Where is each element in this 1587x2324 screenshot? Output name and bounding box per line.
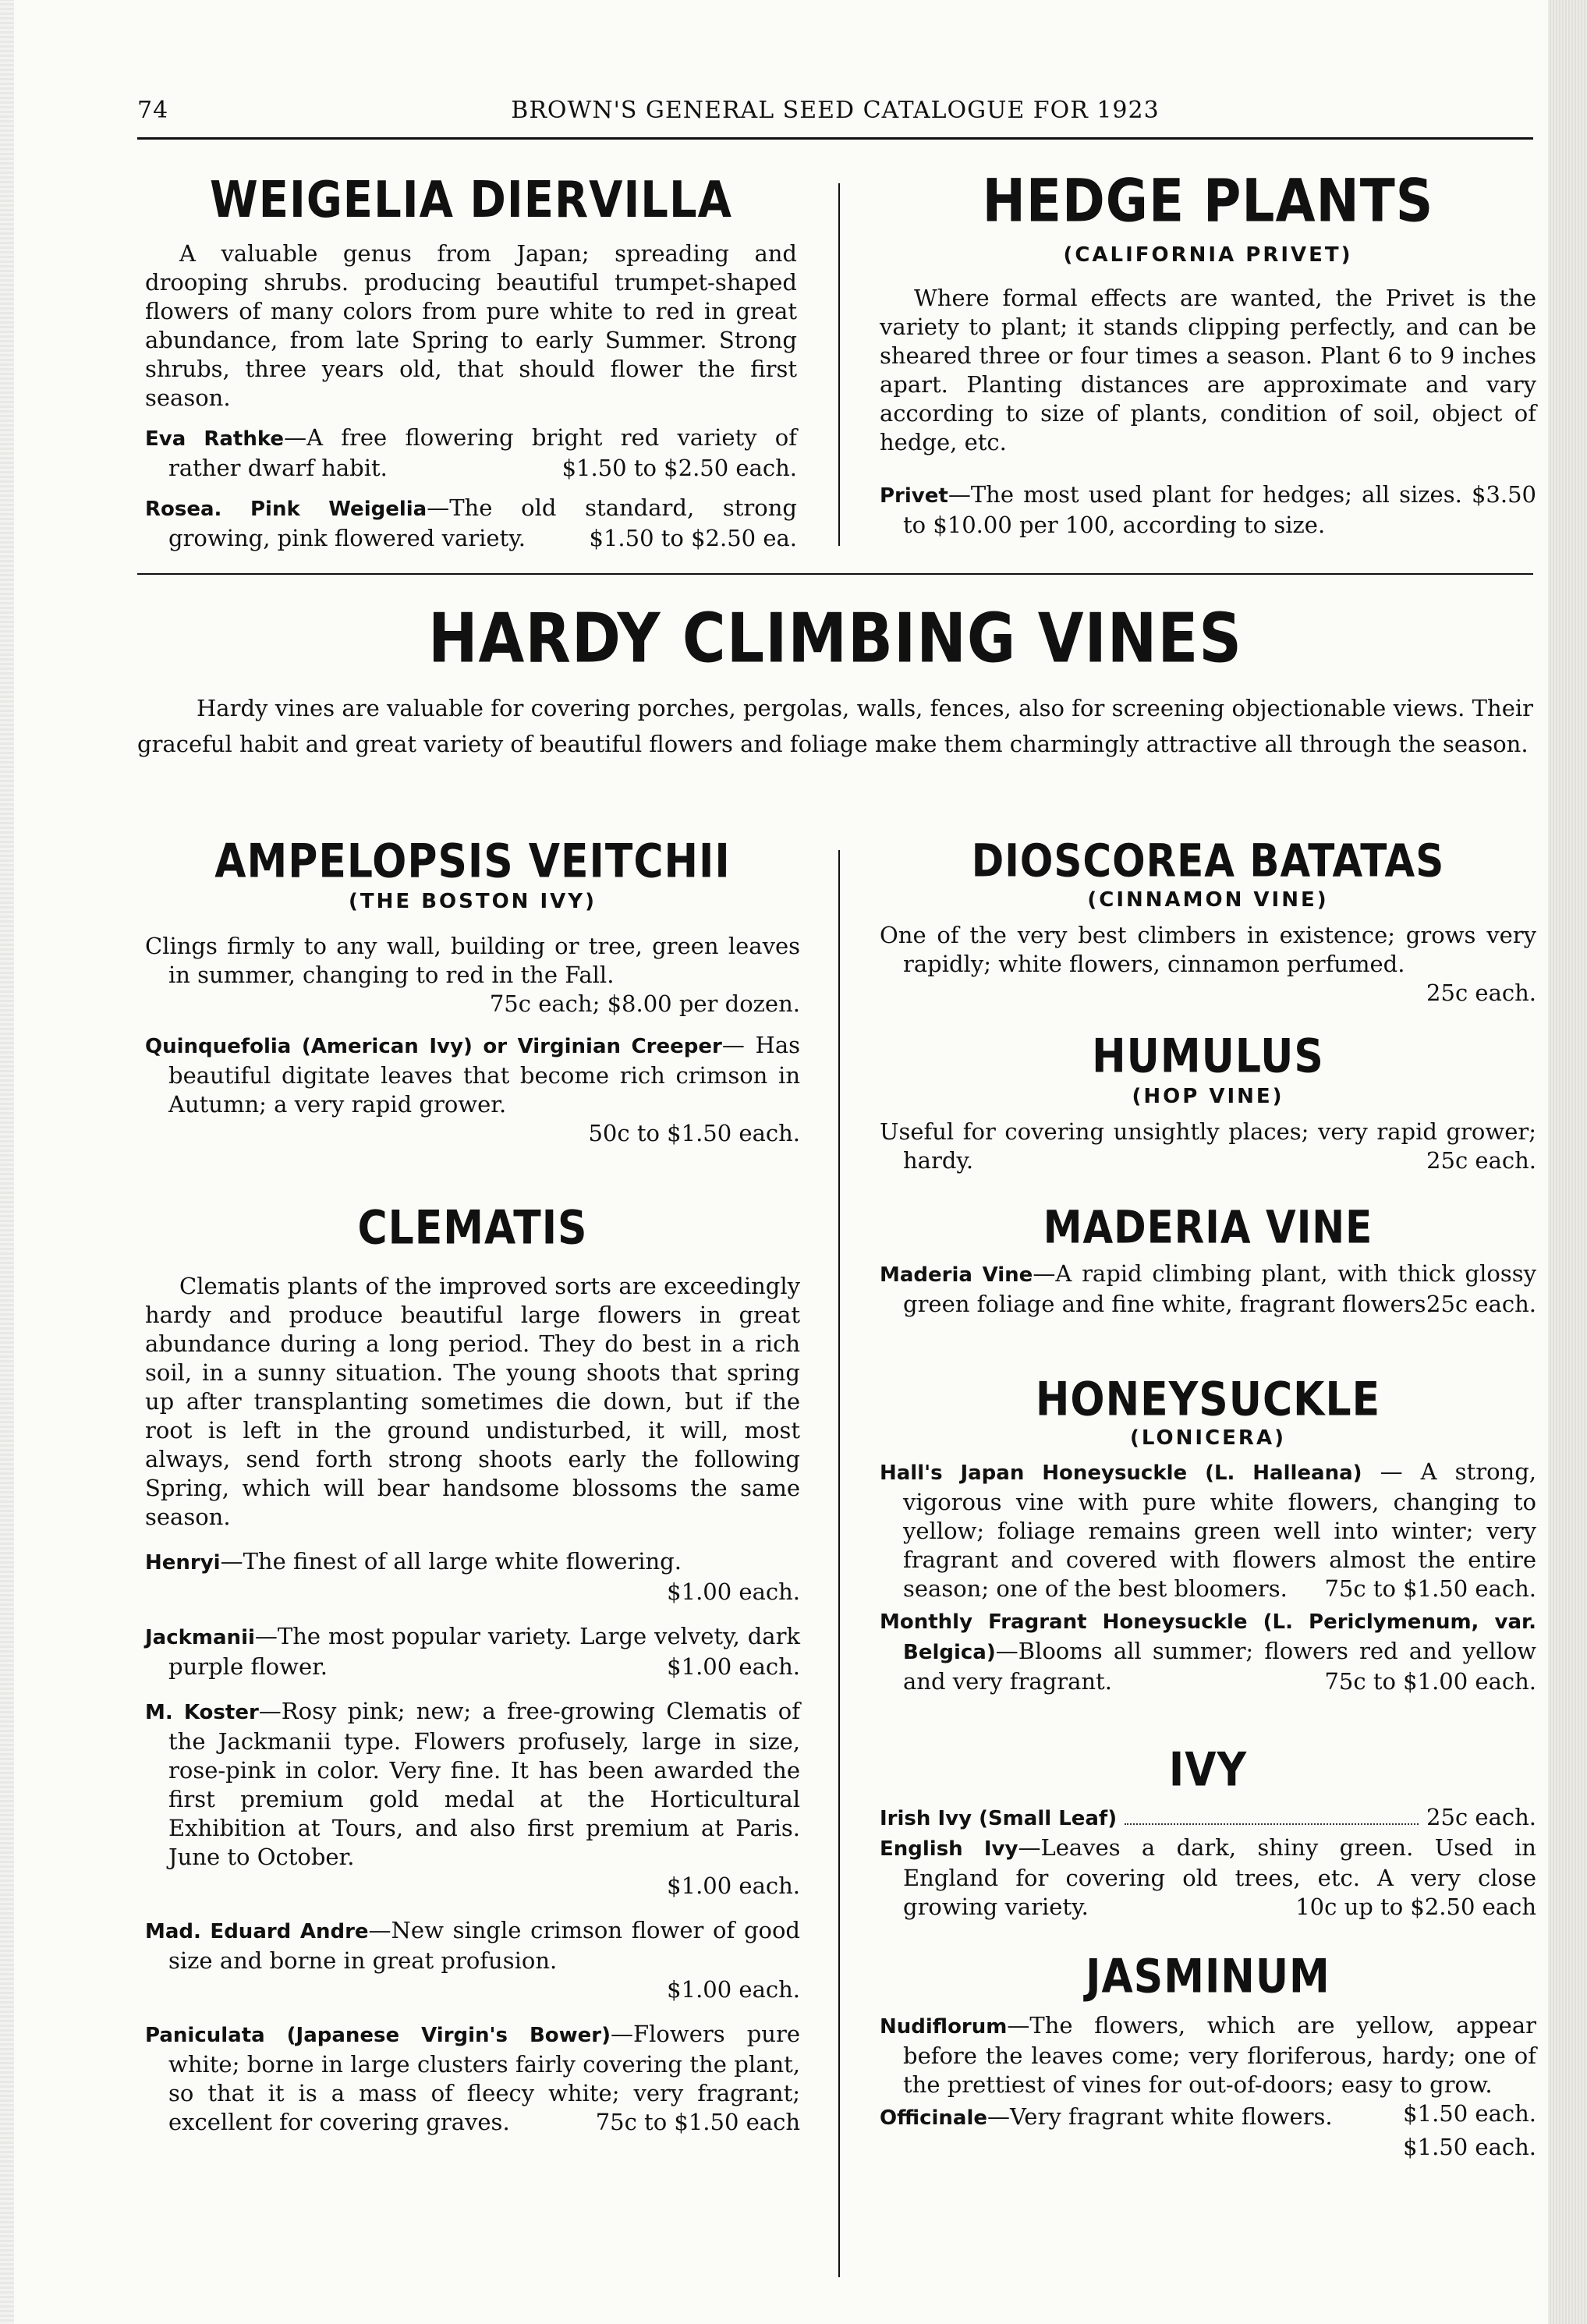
entry-name: M. Koster <box>145 1701 259 1724</box>
entry-name: Irish Ivy (Small Leaf) <box>880 1807 1118 1830</box>
scan-right-edge <box>1548 0 1587 2324</box>
entry-text: —The most popular variety. Large velvety, dark purple flower. <box>168 1623 800 1680</box>
entry-price: 75c to $1.50 each <box>595 2109 800 2135</box>
section-title: HONEYSUCKLE <box>1035 1373 1381 1427</box>
section-subtitle: (HOP VINE) <box>1132 1085 1284 1108</box>
catalogue-entry <box>880 1803 1536 1833</box>
entry-price: $1.00 each. <box>667 1578 800 1605</box>
intro-text: One of the very best climbers in existence; grows very rapidly; white flowers, cinnamon perfumed. <box>880 922 1536 977</box>
section-subtitle: (LONICERA) <box>1130 1426 1286 1450</box>
entry-name: Henryi <box>145 1551 221 1575</box>
section-rule <box>137 573 1533 575</box>
entry-price: 25c each. <box>1426 1147 1536 1174</box>
section-title: HUMULUS <box>1092 1029 1324 1084</box>
entry-name: Hall's Japan Honeysuckle (L. Halleana) <box>880 1461 1362 1485</box>
entry-price: 25c each. <box>1426 1291 1536 1317</box>
header-rule <box>137 137 1533 140</box>
entry-name: Jackmanii <box>145 1626 255 1649</box>
entry-price: $1.50 to $2.50 ea. <box>589 525 797 551</box>
page-number: 74 <box>137 97 169 124</box>
catalogue-entry <box>145 1697 800 1901</box>
entry-text: —Flowers pure white; borne in large clusters fairly covering the plant, so that it is a mass of fleecy white; very fragrant; excellent for covering graves. <box>168 2021 801 2135</box>
entry-name: Maderia Vine <box>880 1263 1033 1287</box>
entry-text: —Leaves a dark, shiny green. Used in England for covering old trees, etc. A very close growing variety. <box>903 1834 1536 1920</box>
section-subtitle: (CALIFORNIA PRIVET) <box>1063 243 1353 267</box>
section-intro <box>880 1118 1536 1175</box>
ampelopsis-section <box>145 834 800 1148</box>
catalogue-entry <box>145 494 797 553</box>
section-intro <box>880 921 1536 1008</box>
entry-name: Mad. Eduard Andre <box>145 1920 369 1943</box>
section-intro: Where formal effects are wanted, the Privet is the variety to plant; it stands clipping perfectly, and can be sheared three or four times a season. Plant 6 to 9 inches apart. Planting distances are approximate and vary according to size of plants, condition of soil, object of hedge, etc. <box>880 285 1536 455</box>
hedge-section <box>880 166 1536 540</box>
humulus-section <box>880 1029 1536 1175</box>
entry-price: 50c to $1.50 each. <box>588 1120 800 1146</box>
honeysuckle-section <box>880 1373 1536 1696</box>
clematis-section <box>145 1201 801 2137</box>
entry-price: $1.50 to $2.50 each. <box>561 455 797 481</box>
catalogue-entry <box>145 1622 800 1681</box>
column-divider-top <box>838 183 840 546</box>
entry-name: Quinquefolia (American Ivy) or Virginian Creeper <box>145 1035 722 1058</box>
maderia-section <box>880 1201 1536 1319</box>
page-header <box>137 97 1533 136</box>
running-title: BROWN'S GENERAL SEED CATALOGUE FOR 1923 <box>511 97 1160 124</box>
entry-price: $1.00 each. <box>667 1872 800 1899</box>
entry-price: $1.00 each. <box>667 1653 800 1680</box>
intro-text: Clings firmly to any wall, building or tree, green leaves in summer, changing to red in the Fall. <box>145 933 800 988</box>
section-intro <box>145 932 800 1019</box>
jasminum-section <box>880 1950 1536 2162</box>
entry-text: —A free flowering bright red variety of rather dwarf habit. <box>168 424 797 481</box>
entry-name: English Ivy <box>880 1837 1018 1861</box>
entry-price: $1.50 each. <box>1403 2134 1536 2160</box>
section-title: HEDGE PLANTS <box>982 166 1434 236</box>
catalogue-entry <box>145 1547 800 1607</box>
entry-text: —New single crimson flower of good size and borne in great profusion. <box>168 1917 800 1974</box>
dioscorea-section <box>880 834 1536 1008</box>
section-title: MADERIA VINE <box>1043 1201 1373 1254</box>
section-subtitle: (CINNAMON VINE) <box>1087 888 1329 912</box>
section-title: WEIGELIA DIERVILLA <box>209 171 732 229</box>
entry-price: $1.00 each. <box>667 1976 800 2003</box>
entry-name: Rosea. Pink Weigelia <box>145 498 427 521</box>
entry-price: 10c up to $2.50 each <box>1295 1894 1536 1920</box>
entry-name: Nudiflorum <box>880 2015 1008 2039</box>
entry-price: $1.50 each. <box>1403 2100 1536 2127</box>
entry-text: — Has beautiful digitate leaves that become rich crimson in Autumn; a very rapid grower. <box>168 1032 800 1118</box>
entry-name: Monthly Fragrant Honeysuckle (L. Periclymenum, var. Belgica) <box>880 1610 1536 1664</box>
section-intro: Clematis plants of the improved sorts are exceedingly hardy and produce beautiful large flowers in great abundance during a long period. They do best in a rich soil, in a sunny situation. The young shoots that spring up after transplanting sometimes die down, but if the root is left in the ground undisturbed, it will, most always, send forth strong shoots early the following Spring, which will bear handsome blossoms the same season. <box>145 1273 800 1530</box>
weigelia-section <box>145 171 797 553</box>
ivy-section <box>880 1743 1536 1922</box>
entry-text: —Very fragrant white flowers. <box>987 2103 1333 2130</box>
main-title: HARDY CLIMBING VINES <box>427 597 1243 678</box>
section-title: CLEMATIS <box>357 1201 588 1256</box>
catalogue-entry <box>145 1031 800 1148</box>
leader-dots <box>1125 1823 1419 1825</box>
vines-section <box>137 597 1533 762</box>
entry-text: — A strong, vigorous vine with pure white flowers, changing to yellow; foliage remains green well into winter; very fragrant and covered with flowers almost the entire season; one of the best bloomers. <box>903 1458 1536 1602</box>
entry-price: 75c each; $8.00 per dozen. <box>489 990 800 1017</box>
entry-price: 75c to $1.00 each. <box>1324 1668 1536 1695</box>
entry-text: —Blooms all summer; flowers red and yellow and very fragrant. <box>903 1638 1536 1695</box>
entry-name: Privet <box>880 484 948 508</box>
entry-text: —Rosy pink; new; a free-growing Clematis of the Jackmanii type. Flowers profusely, large in size, rose-pink in color. Very fine. It has been awarded the first premium gold medal at the Horticultural Exhibition at Tours, and also first premium at Paris. June to October. <box>168 1698 800 1870</box>
catalogue-entry <box>880 1607 1536 1696</box>
entry-text: —The old standard, strong growing, pink flowered variety. <box>168 494 797 551</box>
catalogue-entry <box>880 480 1536 540</box>
section-title: IVY <box>1168 1743 1248 1798</box>
entry-text: —A rapid climbing plant, with thick glossy green foliage and fine white, fragrant flowers. <box>903 1260 1536 1317</box>
section-intro: Hardy vines are valuable for covering porches, pergolas, walls, fences, also for screening objectionable views. Their graceful habit and great variety of beautiful flowers and foliage make them charmingly attractive all through the season. <box>137 695 1533 757</box>
column-divider-bottom <box>838 850 840 2277</box>
catalogue-entry <box>145 1916 800 2004</box>
section-title: AMPELOPSIS VEITCHII <box>214 834 731 889</box>
entry-text: —The flowers, which are yellow, appear before the leaves come; very floriferous, hardy; one of the prettiest of vines for out-of-doors; easy to grow. <box>903 2012 1536 2098</box>
entry-name: Eva Rathke <box>145 427 285 451</box>
entry-price: $3.50 to $10.00 per 100, according to size. <box>903 481 1536 538</box>
catalogue-entry <box>880 1833 1536 1922</box>
section-title: JASMINUM <box>1086 1950 1330 2004</box>
entry-price: 25c each. <box>1426 980 1536 1006</box>
entry-name: Officinale <box>880 2106 988 2130</box>
catalogue-entry <box>145 423 797 483</box>
section-intro: A valuable genus from Japan; spreading and drooping shrubs. producing beautiful trumpet-shaped flowers of many colors from pure white to red in great abundance, from late Spring to early Summer. Strong shrubs, three years old, that should flower the first season. <box>145 240 797 411</box>
section-subtitle: (THE BOSTON IVY) <box>349 890 597 913</box>
catalogue-entry <box>880 1458 1536 1603</box>
catalogue-entry <box>880 1259 1536 1319</box>
entry-text: —The finest of all large white flowering. <box>220 1548 682 1575</box>
entry-price: 75c to $1.50 each. <box>1324 1575 1536 1602</box>
catalogue-entry <box>145 2020 800 2137</box>
scan-left-edge <box>0 0 14 2324</box>
entry-text: —The most used plant for hedges; all sizes. <box>948 481 1462 508</box>
entry-price: 25c each. <box>1426 1804 1536 1830</box>
intro-text: Useful for covering unsightly places; very rapid grower; hardy. <box>880 1118 1536 1174</box>
section-title: DIOSCOREA BATATAS <box>971 834 1445 887</box>
entry-name: Paniculata (Japanese Virgin's Bower) <box>145 2024 611 2047</box>
